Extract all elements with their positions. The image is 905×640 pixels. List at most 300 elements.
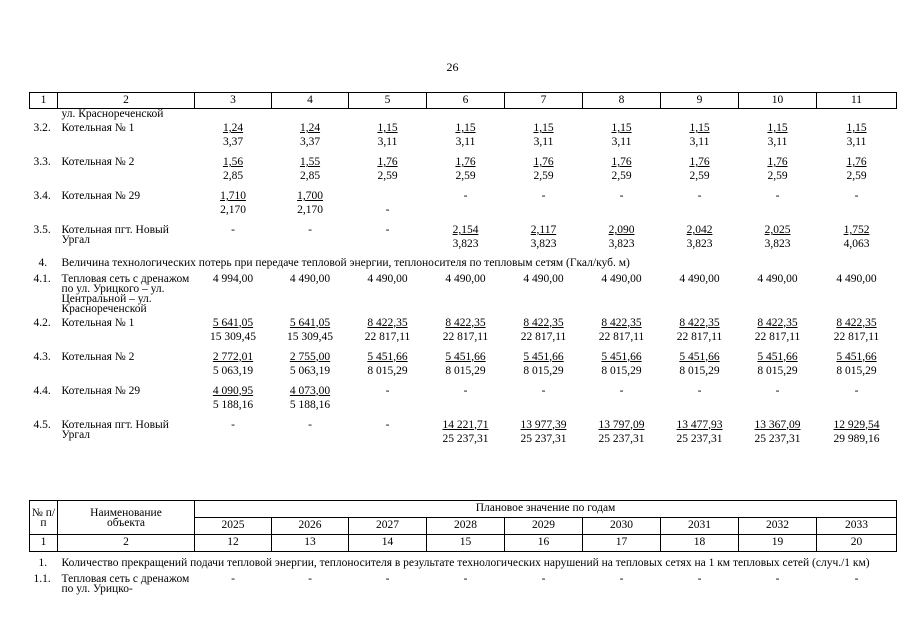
cell-value: 3,11 xyxy=(689,136,710,148)
value-cell xyxy=(195,270,272,314)
cell-value: 2,154 xyxy=(452,224,479,236)
numerator-cell xyxy=(349,314,427,332)
numerator-cell xyxy=(661,382,739,400)
denominator-cell xyxy=(505,205,583,221)
page-number: 26 xyxy=(446,60,459,74)
numerator-cell xyxy=(195,187,272,205)
cell-value: - xyxy=(385,418,390,431)
denominator-cell xyxy=(661,137,739,153)
cell-value: 3,823 xyxy=(452,238,479,250)
denominator-cell xyxy=(739,434,817,450)
cell-value: 8 422,35 xyxy=(679,316,720,329)
cell-value: - xyxy=(775,572,780,585)
denominator-cell xyxy=(739,239,817,255)
denominator-cell xyxy=(817,400,897,416)
header-row xyxy=(30,93,897,109)
section-row xyxy=(30,255,897,270)
header-row xyxy=(30,501,897,518)
cell-value: 4 090,95 xyxy=(212,384,254,397)
cell-value: - xyxy=(697,572,702,585)
row-name: ул. Краснореченской xyxy=(61,108,164,120)
row-name: Котельная пгт. Новый Ургал xyxy=(61,418,169,441)
cell-value: 8 422,35 xyxy=(523,316,564,329)
value-cell xyxy=(739,570,817,594)
cell-value: - xyxy=(619,190,624,202)
numerator-cell xyxy=(195,221,272,239)
denominator-cell xyxy=(272,171,349,187)
cell-value: 3,37 xyxy=(299,136,321,148)
cell-value: 8 015,29 xyxy=(679,364,720,377)
cell-value: - xyxy=(775,384,780,397)
denominator-cell xyxy=(661,366,739,382)
denominator-cell xyxy=(661,332,739,348)
cell-value: - xyxy=(231,224,235,236)
cell-value: 4 490,00 xyxy=(757,272,798,285)
cell-value: 5 451,66 xyxy=(757,350,798,363)
denominator-cell xyxy=(505,366,583,382)
denominator-cell xyxy=(272,332,349,348)
numerator-cell xyxy=(583,153,661,171)
year-header: 2032 xyxy=(739,518,817,535)
row-number: 3.2. xyxy=(33,122,51,134)
value-cell xyxy=(505,270,583,314)
denominator-cell xyxy=(272,400,349,416)
numerator-cell xyxy=(817,221,897,239)
denominator-cell xyxy=(195,366,272,382)
numerator-cell xyxy=(583,221,661,239)
numerator-cell xyxy=(427,416,505,434)
numerator-cell xyxy=(739,416,817,434)
numerator-cell xyxy=(272,187,349,205)
cell-value: 2,170 xyxy=(297,204,323,216)
cell-value: 3,823 xyxy=(686,238,713,250)
col-name-header: Наименование объекта xyxy=(58,501,195,535)
cell-value: - xyxy=(385,204,390,216)
cell-value: 25 237,31 xyxy=(442,432,489,445)
cell-value: - xyxy=(231,418,235,431)
table-row xyxy=(30,221,897,239)
cell-value: 3,11 xyxy=(533,136,554,148)
column-index-header: 15 xyxy=(427,535,505,552)
numerator-cell xyxy=(739,221,817,239)
denominator-cell xyxy=(349,171,427,187)
cell-value: 22 817,11 xyxy=(676,330,723,343)
numerator-cell xyxy=(739,348,817,366)
numerator-cell xyxy=(817,187,897,205)
cell-value: 1,24 xyxy=(222,122,244,134)
numerator-cell xyxy=(349,221,427,239)
row-number: 3.3. xyxy=(33,156,51,168)
cell-value: 1,710 xyxy=(220,190,246,202)
value-cell xyxy=(349,570,427,594)
column-index-header: 2 xyxy=(58,93,195,109)
cell-value: 2 755,00 xyxy=(289,350,331,363)
section-number: 4. xyxy=(38,257,48,269)
numerator-cell xyxy=(583,187,661,205)
denominator-cell xyxy=(427,366,505,382)
row-name: Котельная № 1 xyxy=(61,122,135,134)
denominator-cell xyxy=(195,434,272,450)
numerator-cell xyxy=(427,187,505,205)
column-index-header: 16 xyxy=(505,535,583,552)
cell-value: - xyxy=(385,572,390,585)
row-number: 3.5. xyxy=(33,224,51,236)
denominator-cell xyxy=(349,366,427,382)
numerator-cell xyxy=(583,348,661,366)
cell-value: 4 490,00 xyxy=(367,272,408,285)
denominator-cell xyxy=(661,239,739,255)
cell-value: 15 309,45 xyxy=(210,330,256,343)
value-cell xyxy=(272,270,349,314)
numerator-cell xyxy=(583,314,661,332)
cell-value: 1,15 xyxy=(533,122,554,134)
cell-value: 1,15 xyxy=(767,122,788,134)
denominator-cell xyxy=(349,332,427,348)
denominator-cell xyxy=(272,239,349,255)
numerator-cell xyxy=(661,119,739,137)
row-number: 4.3. xyxy=(33,350,51,363)
numerator-cell xyxy=(272,348,349,366)
year-header: 2033 xyxy=(817,518,897,535)
value-cell xyxy=(272,570,349,594)
denominator-cell xyxy=(427,332,505,348)
cell-value: - xyxy=(854,190,859,202)
table-row xyxy=(30,119,897,137)
table-row xyxy=(30,348,897,366)
numerator-cell xyxy=(195,382,272,400)
numerator-cell xyxy=(272,416,349,434)
cell-value: - xyxy=(619,384,624,397)
cell-value: - xyxy=(385,224,390,236)
cell-value: 4 490,00 xyxy=(836,272,877,285)
denominator-cell xyxy=(427,137,505,153)
numerator-cell xyxy=(272,119,349,137)
cell-value: 1,76 xyxy=(377,156,398,168)
value-cell xyxy=(583,270,661,314)
table-row xyxy=(30,570,897,594)
denominator-cell xyxy=(272,434,349,450)
denominator-cell xyxy=(817,239,897,255)
cell-value: - xyxy=(619,572,624,585)
cell-value: 8 015,29 xyxy=(445,364,486,377)
cell-value: 3,37 xyxy=(222,136,244,148)
cell-value: 5 451,66 xyxy=(523,350,564,363)
column-index-header: 14 xyxy=(349,535,427,552)
cell-value: - xyxy=(308,418,312,431)
cell-value: 3,823 xyxy=(608,238,635,250)
cell-value: 2,117 xyxy=(530,224,557,236)
denominator-cell xyxy=(505,171,583,187)
cell-value: 8 015,29 xyxy=(757,364,798,377)
denominator-cell xyxy=(817,366,897,382)
denominator-cell xyxy=(349,137,427,153)
cell-value: 25 237,31 xyxy=(520,432,567,445)
denominator-cell xyxy=(349,239,427,255)
cell-value: - xyxy=(541,572,546,585)
cell-value: - xyxy=(385,384,390,397)
year-header: 2029 xyxy=(505,518,583,535)
cell-value: 13 977,39 xyxy=(520,418,567,431)
denominator-cell xyxy=(583,239,661,255)
row-number: 4.1. xyxy=(33,272,51,285)
value-cell xyxy=(817,270,897,314)
cell-value: 15 309,45 xyxy=(287,330,333,343)
numerator-cell xyxy=(349,416,427,434)
column-index-header: 20 xyxy=(817,535,897,552)
table-row xyxy=(30,416,897,434)
cell-value: 2,170 xyxy=(220,204,246,216)
cell-value: - xyxy=(463,384,468,397)
row-name: Котельная пгт. Новый Ургал xyxy=(61,224,169,246)
cell-value: 2,042 xyxy=(686,224,713,236)
cell-value: 8 422,35 xyxy=(601,316,642,329)
denominator-cell xyxy=(195,400,272,416)
cell-value: 8 422,35 xyxy=(367,316,408,329)
cell-value: 8 422,35 xyxy=(757,316,798,329)
denominator-cell xyxy=(272,205,349,221)
cell-value: - xyxy=(541,384,546,397)
cell-value: 8 422,35 xyxy=(445,316,486,329)
denominator-cell xyxy=(739,366,817,382)
cell-value: 4 994,00 xyxy=(212,272,254,285)
cell-value: 1,15 xyxy=(689,122,710,134)
denominator-cell xyxy=(817,434,897,450)
denominator-cell xyxy=(739,171,817,187)
column-index-header: 2 xyxy=(58,535,195,552)
cell-value: 3,11 xyxy=(611,136,632,148)
cell-value: 1,76 xyxy=(455,156,476,168)
denominator-cell xyxy=(583,137,661,153)
denominator-cell xyxy=(505,239,583,255)
cell-value: 25 237,31 xyxy=(676,432,723,445)
cell-value: 3,823 xyxy=(764,238,791,250)
numerator-cell xyxy=(195,416,272,434)
cell-value: 4,063 xyxy=(843,238,870,250)
numerator-cell xyxy=(427,119,505,137)
denominator-cell xyxy=(817,137,897,153)
cell-value: 2,025 xyxy=(764,224,791,236)
numerator-cell xyxy=(817,153,897,171)
cell-value: 5 451,66 xyxy=(445,350,486,363)
cell-value: 5 641,05 xyxy=(212,316,254,329)
denominator-cell xyxy=(583,400,661,416)
cell-value: 2,59 xyxy=(611,170,632,182)
value-cell xyxy=(583,570,661,594)
numerator-cell xyxy=(349,187,427,205)
numerator-cell xyxy=(505,221,583,239)
denominator-cell xyxy=(349,205,427,221)
cell-value: 2,59 xyxy=(689,170,710,182)
cell-value: 12 929,54 xyxy=(833,418,880,431)
numerator-cell xyxy=(661,187,739,205)
denominator-cell xyxy=(739,332,817,348)
column-index-header: 13 xyxy=(272,535,349,552)
cell-value: 13 477,93 xyxy=(676,418,723,431)
denominator-cell xyxy=(349,400,427,416)
cell-value: 5 451,66 xyxy=(836,350,877,363)
year-header: 2026 xyxy=(272,518,349,535)
numerator-cell xyxy=(661,416,739,434)
cell-value: 2,85 xyxy=(299,170,321,182)
cell-value: - xyxy=(854,384,859,397)
numerator-cell xyxy=(505,382,583,400)
table-row xyxy=(30,314,897,332)
cell-value: - xyxy=(854,572,859,585)
cell-value: 8 015,29 xyxy=(367,364,408,377)
numerator-cell xyxy=(817,314,897,332)
value-cell xyxy=(661,570,739,594)
column-index-header: 5 xyxy=(349,93,427,109)
denominator-cell xyxy=(661,205,739,221)
cell-value: - xyxy=(463,572,468,585)
denominator-cell xyxy=(427,400,505,416)
section-title: Количество прекращений подачи тепловой энергии, теплоносителя в результате технологических нарушений на тепловых сетях на 1 км тепловых сетей (случ./1 км) xyxy=(61,557,870,569)
column-index-header: 11 xyxy=(817,93,897,109)
denominator-cell xyxy=(195,239,272,255)
row-number xyxy=(30,109,58,120)
denominator-cell xyxy=(272,366,349,382)
cell-value: 13 367,09 xyxy=(754,418,801,431)
denominator-cell xyxy=(817,171,897,187)
value-cell xyxy=(661,270,739,314)
cell-value: 2,59 xyxy=(377,170,398,182)
cell-value: 3,11 xyxy=(455,136,476,148)
cell-value: 3,11 xyxy=(846,136,867,148)
denominator-cell xyxy=(661,171,739,187)
row-name: Котельная № 29 xyxy=(61,384,141,397)
cell-value: 25 237,31 xyxy=(598,432,645,445)
column-index-header: 7 xyxy=(505,93,583,109)
numerator-cell xyxy=(272,382,349,400)
cell-value: 5 188,16 xyxy=(289,398,331,411)
row-name: Тепловая сеть с дренажом по ул. Урицко- xyxy=(61,572,190,595)
column-index-header: 10 xyxy=(739,93,817,109)
cell-value: - xyxy=(541,190,546,202)
row-number: 4.4. xyxy=(33,384,51,397)
denominator-cell xyxy=(272,137,349,153)
column-index-header: 12 xyxy=(195,535,272,552)
numerator-cell xyxy=(739,119,817,137)
index-row xyxy=(30,535,897,552)
value-cell xyxy=(817,570,897,594)
cell-value: 22 817,11 xyxy=(442,330,489,343)
cell-value: 13 797,09 xyxy=(598,418,645,431)
numerator-cell xyxy=(817,119,897,137)
year-header: 2027 xyxy=(349,518,427,535)
value-cell xyxy=(427,570,505,594)
denominator-cell xyxy=(661,434,739,450)
cell-value: - xyxy=(697,190,702,202)
top-table xyxy=(29,92,897,450)
numerator-cell xyxy=(427,382,505,400)
denominator-cell xyxy=(195,137,272,153)
cell-value: 5 063,19 xyxy=(289,364,331,377)
cell-value: 1,76 xyxy=(611,156,632,168)
cell-value: 1,24 xyxy=(299,122,321,134)
denominator-cell xyxy=(505,332,583,348)
cell-value: - xyxy=(231,572,235,585)
numerator-cell xyxy=(349,348,427,366)
section-number: 1. xyxy=(38,557,48,569)
denominator-cell xyxy=(427,171,505,187)
row-name: Тепловая сеть с дренажом по ул. Урицкого – ул. Центральной – ул. Краснореченской xyxy=(61,272,190,315)
denominator-cell xyxy=(583,434,661,450)
cell-value: 5 063,19 xyxy=(212,364,254,377)
cell-value: 1,700 xyxy=(297,190,323,202)
denominator-cell xyxy=(583,332,661,348)
year-header: 2030 xyxy=(583,518,661,535)
denominator-cell xyxy=(817,332,897,348)
numerator-cell xyxy=(272,153,349,171)
cell-value: 2,59 xyxy=(533,170,554,182)
year-header: 2028 xyxy=(427,518,505,535)
denominator-cell xyxy=(505,434,583,450)
row-number: 4.2. xyxy=(33,316,51,329)
column-index-header: 17 xyxy=(583,535,661,552)
cell-value: - xyxy=(697,384,702,397)
numerator-cell xyxy=(195,153,272,171)
numerator-cell xyxy=(739,153,817,171)
table-row xyxy=(30,382,897,400)
continuation-row xyxy=(30,109,897,120)
numerator-cell xyxy=(427,314,505,332)
denominator-cell xyxy=(583,205,661,221)
row-name: Котельная № 2 xyxy=(61,156,135,168)
numerator-cell xyxy=(817,416,897,434)
denominator-cell xyxy=(739,400,817,416)
column-index-header: 8 xyxy=(583,93,661,109)
value-cell xyxy=(349,270,427,314)
numerator-cell xyxy=(505,119,583,137)
cell-value: 5 451,66 xyxy=(601,350,642,363)
row-name: Котельная № 2 xyxy=(61,350,135,363)
denominator-cell xyxy=(583,171,661,187)
denominator-cell xyxy=(195,332,272,348)
numerator-cell xyxy=(195,314,272,332)
row-number: 3.4. xyxy=(33,190,51,202)
numerator-cell xyxy=(505,314,583,332)
cell-value: 1,15 xyxy=(455,122,476,134)
cell-value: 1,55 xyxy=(299,156,321,168)
column-index-header: 18 xyxy=(661,535,739,552)
column-index-header: 19 xyxy=(739,535,817,552)
cell-value: 2,090 xyxy=(608,224,635,236)
numerator-cell xyxy=(817,382,897,400)
numerator-cell xyxy=(505,153,583,171)
numerator-cell xyxy=(661,348,739,366)
cell-value: 22 817,11 xyxy=(520,330,567,343)
table-row xyxy=(30,153,897,171)
bottom-table xyxy=(29,500,897,594)
numerator-cell xyxy=(505,187,583,205)
numerator-cell xyxy=(272,221,349,239)
numerator-cell xyxy=(739,314,817,332)
numerator-cell xyxy=(505,348,583,366)
section-row xyxy=(30,552,897,570)
column-index-header: 4 xyxy=(272,93,349,109)
denominator-cell xyxy=(349,434,427,450)
cell-value: 22 817,11 xyxy=(833,330,880,343)
row-number: 1.1. xyxy=(33,572,51,585)
cell-value: 1,15 xyxy=(377,122,398,134)
value-cell xyxy=(505,570,583,594)
denominator-cell xyxy=(739,205,817,221)
cell-value: 2 772,01 xyxy=(212,350,254,363)
numerator-cell xyxy=(739,187,817,205)
column-index-header: 6 xyxy=(427,93,505,109)
cell-value: 8 015,29 xyxy=(523,364,564,377)
numerator-cell xyxy=(349,153,427,171)
